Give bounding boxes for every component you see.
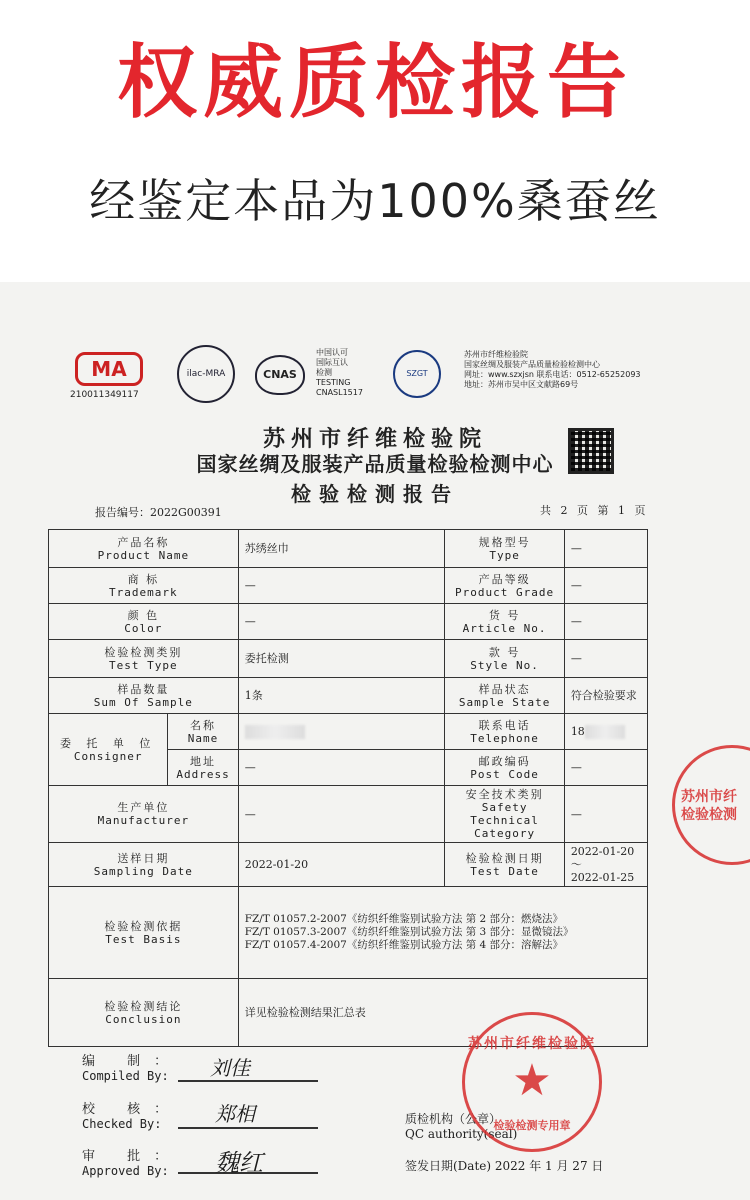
institute-emblem-icon: SZGT — [393, 350, 441, 398]
test-date-label: 检验检测日期 Test Date — [445, 843, 564, 887]
sampling-date-label: 送样日期 Sampling Date — [49, 843, 239, 887]
product-name-label: 产品名称 Product Name — [49, 530, 239, 568]
redacted-name — [245, 725, 305, 739]
article-label: 货 号 Article No. — [445, 604, 564, 640]
grade-value: — — [564, 568, 647, 604]
style-value: — — [564, 640, 647, 678]
color-value: — — [238, 604, 445, 640]
promo-banner — [0, 0, 750, 290]
institute-address: 苏州市纤维检验院 国家丝绸及服装产品质量检验检测中心 网址：www.szxjsn 联系电话：0512-65252093 地址：苏州市吴中区文献路69号 — [464, 350, 641, 389]
style-label: 款 号 Style No. — [445, 640, 564, 678]
sample-state-value: 符合检验要求 — [564, 678, 647, 714]
color-label: 颜 色 Color — [49, 604, 239, 640]
cma-logo: MA — [75, 352, 143, 386]
consigner-label: 委 托 单 位 Consigner — [49, 714, 168, 786]
telephone-label: 联系电话 Telephone — [445, 714, 564, 750]
safety-label: 安全技术类别 Safety Technical Category — [445, 786, 564, 843]
sample-sum-value: 1条 — [238, 678, 445, 714]
compiled-by-label: 编 制： Compiled By: — [82, 1054, 182, 1083]
consigner-address-value: — — [238, 750, 445, 786]
safety-value: — — [564, 786, 647, 843]
star-icon: ★ — [512, 1055, 552, 1106]
checked-by-label: 校 核： Checked By: — [82, 1102, 182, 1131]
page-count: 共 2 页 第 1 页 — [540, 504, 646, 517]
consigner-address-label: 地址 Address — [168, 750, 238, 786]
test-type-value: 委托检测 — [238, 640, 445, 678]
institute-center: 国家丝绸及服装产品质量检验检测中心 — [196, 452, 554, 476]
cnas-text: 中国认可 国际互认 检测 TESTING CNASL1517 — [316, 348, 363, 397]
test-basis-value: FZ/T 01057.2-2007《纺织纤维鉴别试验方法 第 2 部分：燃烧法》 FZ/T 01057.3-2007《纺织纤维鉴别试验方法 第 3 部分：显微镜法》 FZ/T 01057.4-2007《纺织纤维鉴别试验方法 第 4 部分：溶解法》 — [238, 887, 647, 979]
qc-authority: 质检机构（公章） QC authority(seal) — [405, 1112, 518, 1141]
product-name-value: 苏绣丝巾 — [238, 530, 445, 568]
report-number: 报告编号：2022G00391 — [95, 506, 222, 519]
approved-signature: 魏红 — [215, 1149, 263, 1177]
sampling-date-value: 2022-01-20 — [238, 843, 445, 887]
test-basis-label: 检验检测依据 Test Basis — [49, 887, 239, 979]
side-seal-stamp: 苏州市纤 检验检测 — [672, 745, 750, 865]
type-label: 规格型号 Type — [445, 530, 564, 568]
test-type-label: 检验检测类别 Test Type — [49, 640, 239, 678]
issue-date: 签发日期(Date) 2022 年 1 月 27 日 — [405, 1159, 604, 1173]
official-seal-stamp: 苏州市纤维检验院 ★ 检验检测专用章 — [462, 1012, 602, 1152]
headline: 权威质检报告 — [117, 36, 633, 129]
cma-code: 210011349117 — [70, 390, 139, 400]
institute-name: 苏州市纤维检验院 — [262, 426, 487, 452]
report-title: 检验检测报告 — [291, 482, 459, 506]
sample-sum-label: 样品数量 Sum Of Sample — [49, 678, 239, 714]
ilac-mra-logo: ilac-MRA — [177, 345, 235, 403]
manufacturer-value: — — [238, 786, 445, 843]
manufacturer-label: 生产单位 Manufacturer — [49, 786, 239, 843]
report-table — [48, 529, 648, 1047]
article-value: — — [564, 604, 647, 640]
approved-by-label: 审 批： Approved By: — [82, 1149, 182, 1178]
telephone-value: 18 — [564, 714, 647, 750]
conclusion-value: 详见检验检测结果汇总表 — [238, 979, 647, 1047]
compiled-signature: 刘佳 — [210, 1056, 250, 1080]
cnas-logo: CNAS — [255, 355, 305, 395]
sample-state-label: 样品状态 Sample State — [445, 678, 564, 714]
conclusion-label: 检验检测结论 Conclusion — [49, 979, 239, 1047]
redacted-phone — [585, 725, 625, 739]
consigner-name-value — [238, 714, 445, 750]
trademark-label: 商 标 Trademark — [49, 568, 239, 604]
test-date-value: 2022-01-20～ 2022-01-25 — [564, 843, 647, 887]
grade-label: 产品等级 Product Grade — [445, 568, 564, 604]
consigner-name-label: 名称 Name — [168, 714, 238, 750]
subline: 经鉴定本品为100%桑蚕丝 — [89, 174, 661, 228]
post-code-value: — — [564, 750, 647, 786]
type-value: — — [564, 530, 647, 568]
trademark-value: — — [238, 568, 445, 604]
checked-signature: 郑相 — [215, 1102, 255, 1126]
post-code-label: 邮政编码 Post Code — [445, 750, 564, 786]
